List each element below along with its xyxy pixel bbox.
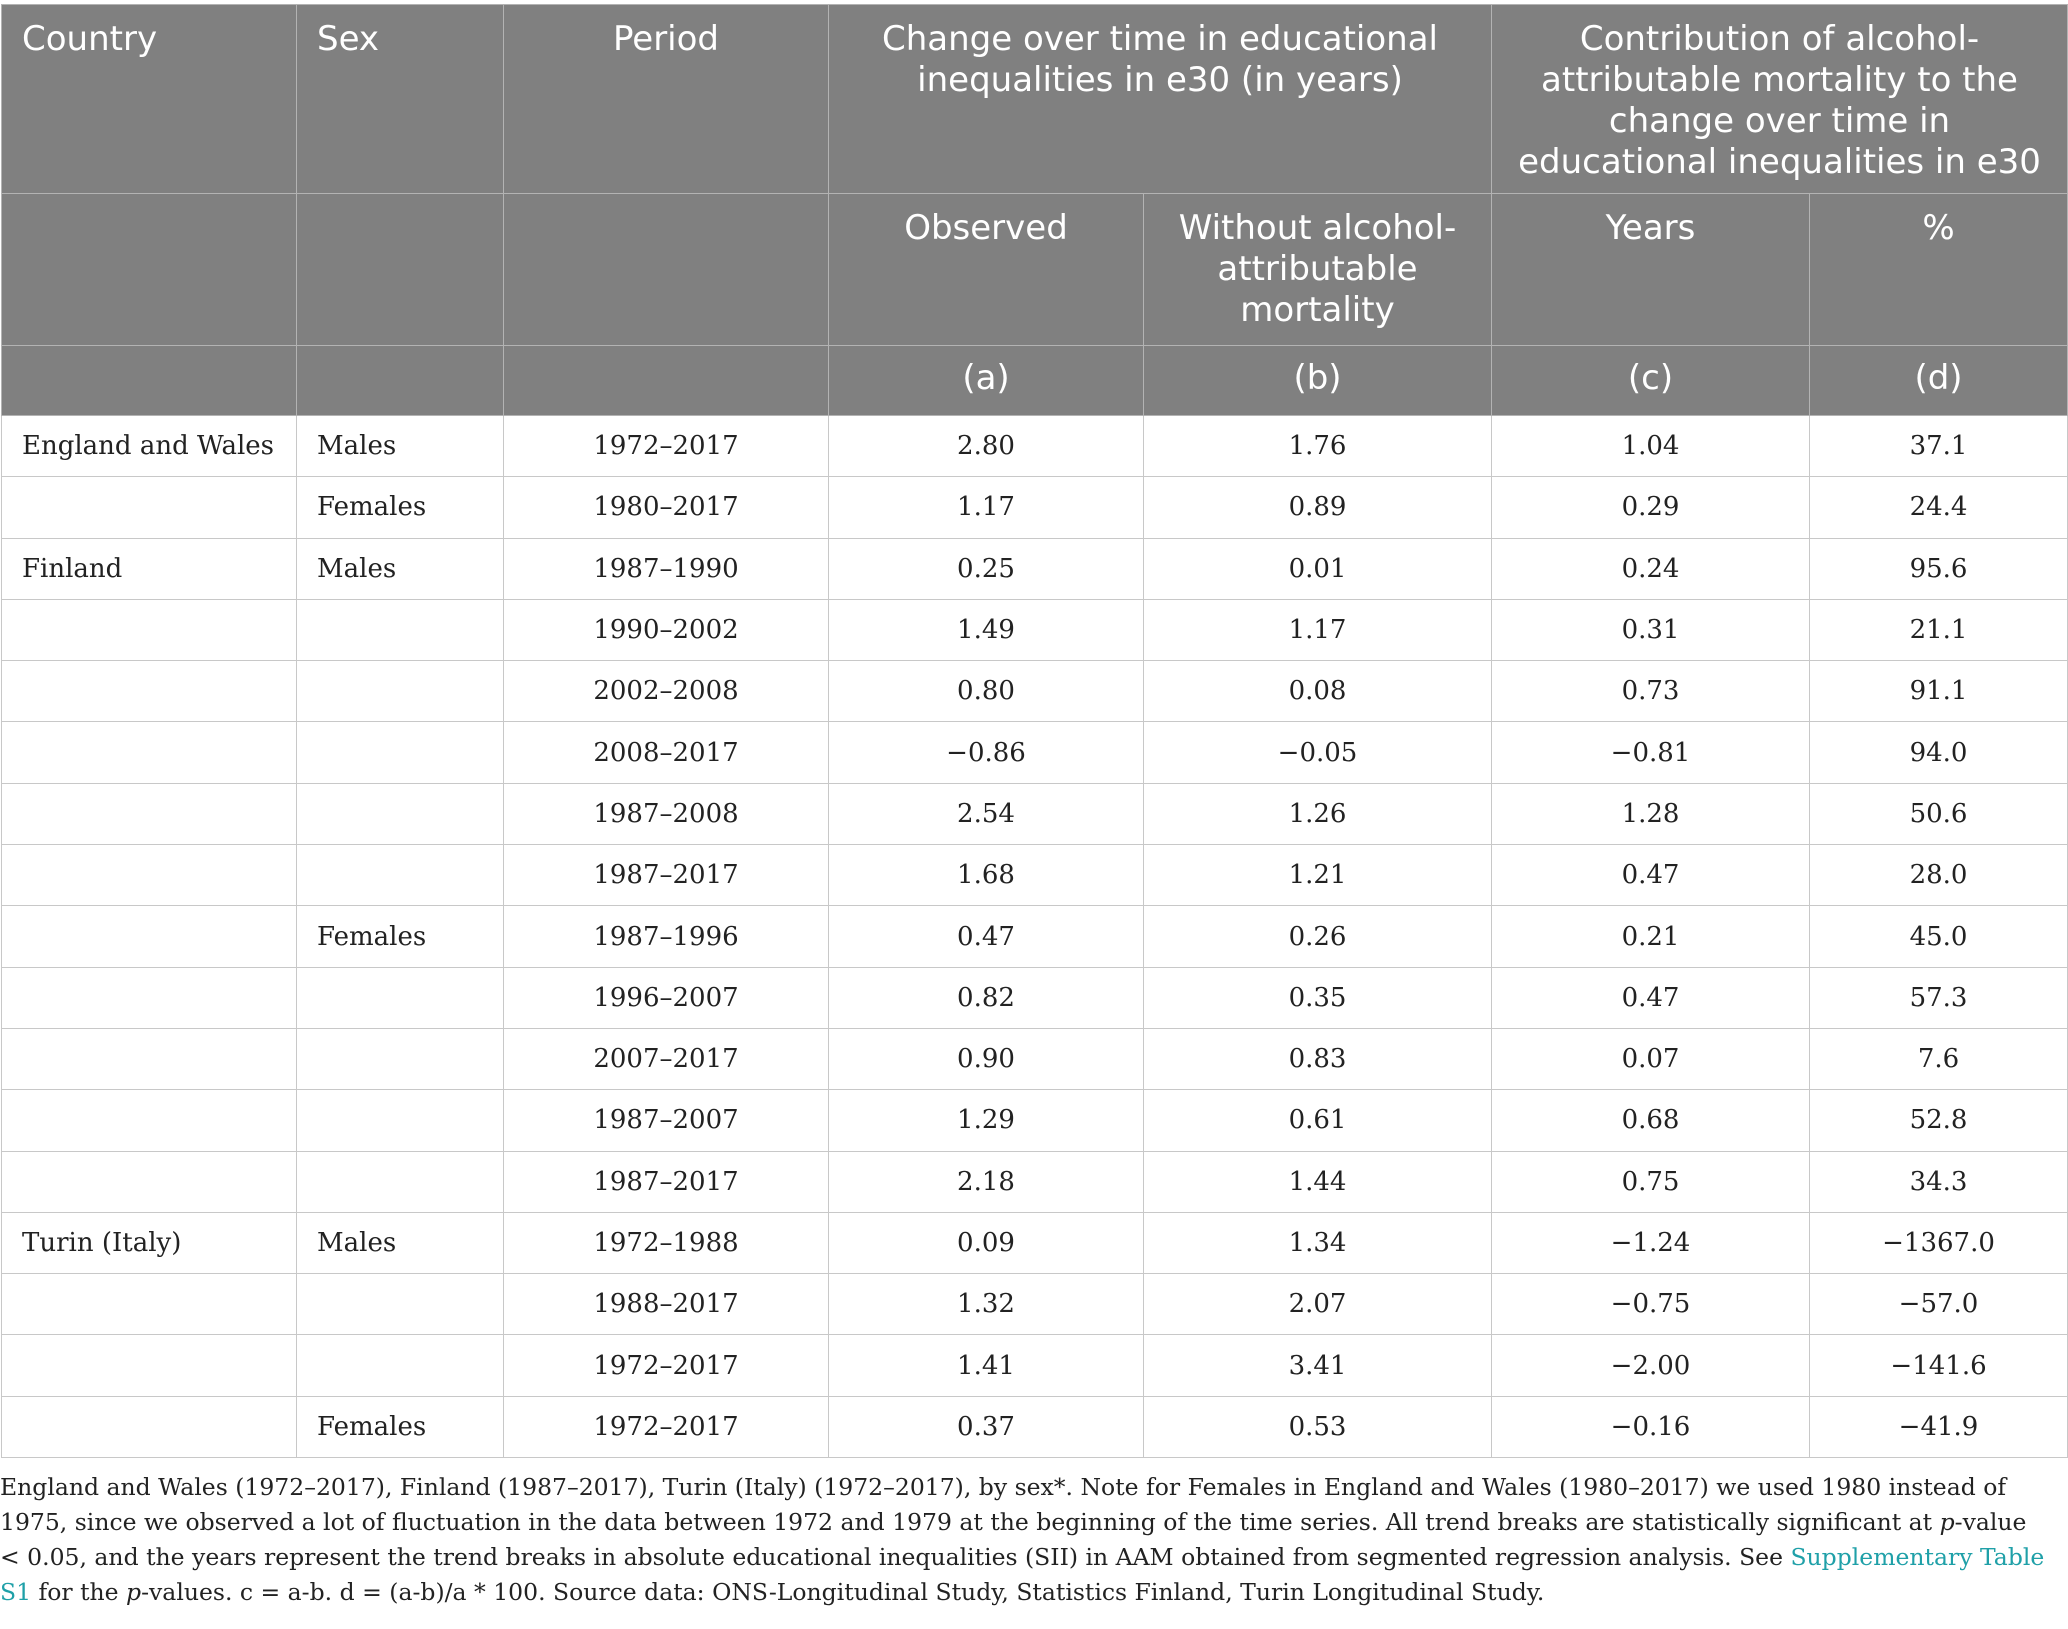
cell-percent: 45.0 [1810,906,2068,967]
cell-sex [297,783,504,844]
cell-years: −0.75 [1492,1274,1810,1335]
cell-period: 1980–2017 [504,477,829,538]
header-col-d: (d) [1810,346,2068,416]
cell-period: 2002–2008 [504,661,829,722]
header-without-alcohol: Without alcohol-attributable mortality [1144,194,1492,346]
cell-without-alcohol: 1.76 [1144,416,1492,477]
cell-country: England and Wales [2,416,297,477]
cell-observed: 1.68 [829,845,1144,906]
cell-percent: −141.6 [1810,1335,2068,1396]
cell-percent: 7.6 [1810,1028,2068,1089]
cell-observed: 1.17 [829,477,1144,538]
cell-without-alcohol: 0.61 [1144,1090,1492,1151]
table-row [2,1335,2068,1396]
header-period: Period [504,5,829,194]
header-sex: Sex [297,5,504,194]
cell-observed: −0.86 [829,722,1144,783]
cell-sex [297,722,504,783]
table-row [2,783,2068,844]
footnote-text: -values. c = a-b. d = (a-b)/a * 100. Source data: ONS-Longitudinal Study, Statistics Finland, Turin Longitudinal Study. [141,1578,1545,1606]
footnote-text: -value < 0.05, and the years represent the trend breaks in absolute educational inequalities (SII) in AAM obtained from segmented regression analysis. See [0,1508,2027,1571]
cell-years: 0.68 [1492,1090,1810,1151]
header-contribution-group: Contribution of alcohol-attributable mortality to the change over time in educational inequalities in e30 [1492,5,2068,194]
cell-percent: 57.3 [1810,967,2068,1028]
cell-period: 1990–2002 [504,599,829,660]
cell-without-alcohol: 0.01 [1144,538,1492,599]
table-row [2,1212,2068,1273]
cell-percent: 91.1 [1810,661,2068,722]
table-row [2,1396,2068,1457]
cell-percent: 37.1 [1810,416,2068,477]
cell-sex [297,845,504,906]
cell-sex: Males [297,1212,504,1273]
table-row [2,599,2068,660]
cell-years: −0.16 [1492,1396,1810,1457]
cell-observed: 1.49 [829,599,1144,660]
header-country: Country [2,5,297,194]
cell-period: 1972–1988 [504,1212,829,1273]
cell-period: 1987–2017 [504,845,829,906]
cell-sex [297,1151,504,1212]
footnote-text: England and Wales (1972–2017), Finland (1987–2017), Turin (Italy) (1972–2017), by sex*. Note for Females in England and Wales (1980–2017) we used 1980 instead of 1975, since we observed a lot of fluctuation in the data between 1972 and 1979 at the beginning of the time series. All trend breaks are statistically significant at [0,1473,2007,1536]
cell-years: 0.73 [1492,661,1810,722]
cell-observed: 1.29 [829,1090,1144,1151]
cell-country [2,1090,297,1151]
cell-years: −1.24 [1492,1212,1810,1273]
header-empty [504,346,829,416]
cell-period: 1987–1996 [504,906,829,967]
cell-observed: 0.90 [829,1028,1144,1089]
cell-observed: 0.80 [829,661,1144,722]
cell-observed: 0.47 [829,906,1144,967]
cell-period: 1987–2008 [504,783,829,844]
cell-sex [297,1274,504,1335]
supplementary-table-link[interactable]: Supplementary Table S1 [0,1543,2045,1606]
cell-observed: 0.09 [829,1212,1144,1273]
cell-observed: 0.25 [829,538,1144,599]
cell-period: 1996–2007 [504,967,829,1028]
cell-observed: 0.37 [829,1396,1144,1457]
results-table [1,4,2068,1458]
header-col-c: (c) [1492,346,1810,416]
cell-years: −0.81 [1492,722,1810,783]
cell-observed: 1.41 [829,1335,1144,1396]
cell-period: 1987–2007 [504,1090,829,1151]
cell-percent: 94.0 [1810,722,2068,783]
cell-percent: 50.6 [1810,783,2068,844]
cell-country [2,967,297,1028]
cell-sex: Males [297,416,504,477]
cell-years: 0.47 [1492,967,1810,1028]
table-body [2,416,2068,1458]
footnote-p-italic: p [126,1578,142,1606]
cell-country [2,1396,297,1457]
cell-without-alcohol: 0.53 [1144,1396,1492,1457]
cell-sex [297,1090,504,1151]
cell-observed: 2.80 [829,416,1144,477]
header-empty [297,346,504,416]
cell-period: 2007–2017 [504,1028,829,1089]
cell-observed: 2.54 [829,783,1144,844]
cell-period: 1972–2017 [504,1335,829,1396]
cell-sex: Females [297,906,504,967]
cell-years: 0.21 [1492,906,1810,967]
table-row [2,1090,2068,1151]
cell-country [2,1274,297,1335]
table-row [2,416,2068,477]
cell-without-alcohol: −0.05 [1144,722,1492,783]
cell-period: 2008–2017 [504,722,829,783]
cell-country [2,722,297,783]
cell-percent: 21.1 [1810,599,2068,660]
cell-sex [297,1335,504,1396]
table-row [2,1028,2068,1089]
cell-without-alcohol: 0.83 [1144,1028,1492,1089]
cell-without-alcohol: 2.07 [1144,1274,1492,1335]
cell-sex [297,599,504,660]
table-row [2,906,2068,967]
cell-country [2,1151,297,1212]
cell-percent: 95.6 [1810,538,2068,599]
header-empty [2,194,297,346]
cell-years: 0.75 [1492,1151,1810,1212]
cell-without-alcohol: 0.89 [1144,477,1492,538]
cell-country [2,661,297,722]
cell-percent: −57.0 [1810,1274,2068,1335]
cell-without-alcohol: 1.44 [1144,1151,1492,1212]
header-percent: % [1810,194,2068,346]
table-row [2,967,2068,1028]
cell-country [2,477,297,538]
cell-country [2,906,297,967]
cell-country [2,599,297,660]
cell-country: Finland [2,538,297,599]
cell-without-alcohol: 0.26 [1144,906,1492,967]
cell-years: 0.07 [1492,1028,1810,1089]
table-header [2,5,2068,416]
cell-years: −2.00 [1492,1335,1810,1396]
cell-period: 1987–1990 [504,538,829,599]
cell-period: 1972–2017 [504,416,829,477]
cell-percent: −41.9 [1810,1396,2068,1457]
cell-observed: 1.32 [829,1274,1144,1335]
table-row [2,1151,2068,1212]
header-empty [504,194,829,346]
cell-without-alcohol: 1.34 [1144,1212,1492,1273]
cell-without-alcohol: 1.26 [1144,783,1492,844]
cell-country [2,845,297,906]
cell-period: 1988–2017 [504,1274,829,1335]
header-empty [297,194,504,346]
table-row [2,477,2068,538]
table-footnote [0,1470,2050,1610]
cell-sex: Males [297,538,504,599]
table-row [2,845,2068,906]
cell-sex [297,1028,504,1089]
cell-sex: Females [297,1396,504,1457]
cell-country [2,1028,297,1089]
cell-years: 0.47 [1492,845,1810,906]
cell-years: 1.28 [1492,783,1810,844]
cell-sex [297,967,504,1028]
header-empty [2,346,297,416]
table-row [2,722,2068,783]
cell-years: 1.04 [1492,416,1810,477]
table-row [2,1274,2068,1335]
cell-without-alcohol: 3.41 [1144,1335,1492,1396]
cell-without-alcohol: 0.08 [1144,661,1492,722]
table-row [2,538,2068,599]
cell-observed: 0.82 [829,967,1144,1028]
cell-country: Turin (Italy) [2,1212,297,1273]
cell-percent: 34.3 [1810,1151,2068,1212]
header-col-b: (b) [1144,346,1492,416]
cell-sex: Females [297,477,504,538]
cell-percent: 52.8 [1810,1090,2068,1151]
header-col-a: (a) [829,346,1144,416]
cell-observed: 2.18 [829,1151,1144,1212]
cell-period: 1987–2017 [504,1151,829,1212]
cell-sex [297,661,504,722]
cell-without-alcohol: 1.21 [1144,845,1492,906]
cell-years: 0.24 [1492,538,1810,599]
footnote-p-italic: p [1939,1508,1955,1536]
cell-period: 1972–2017 [504,1396,829,1457]
header-change-group: Change over time in educational inequalities in e30 (in years) [829,5,1492,194]
cell-without-alcohol: 1.17 [1144,599,1492,660]
cell-percent: 24.4 [1810,477,2068,538]
header-years: Years [1492,194,1810,346]
footnote-text: for the [31,1578,127,1606]
cell-percent: −1367.0 [1810,1212,2068,1273]
table-row [2,661,2068,722]
cell-years: 0.31 [1492,599,1810,660]
cell-country [2,1335,297,1396]
header-observed: Observed [829,194,1144,346]
cell-percent: 28.0 [1810,845,2068,906]
cell-country [2,783,297,844]
cell-without-alcohol: 0.35 [1144,967,1492,1028]
cell-years: 0.29 [1492,477,1810,538]
